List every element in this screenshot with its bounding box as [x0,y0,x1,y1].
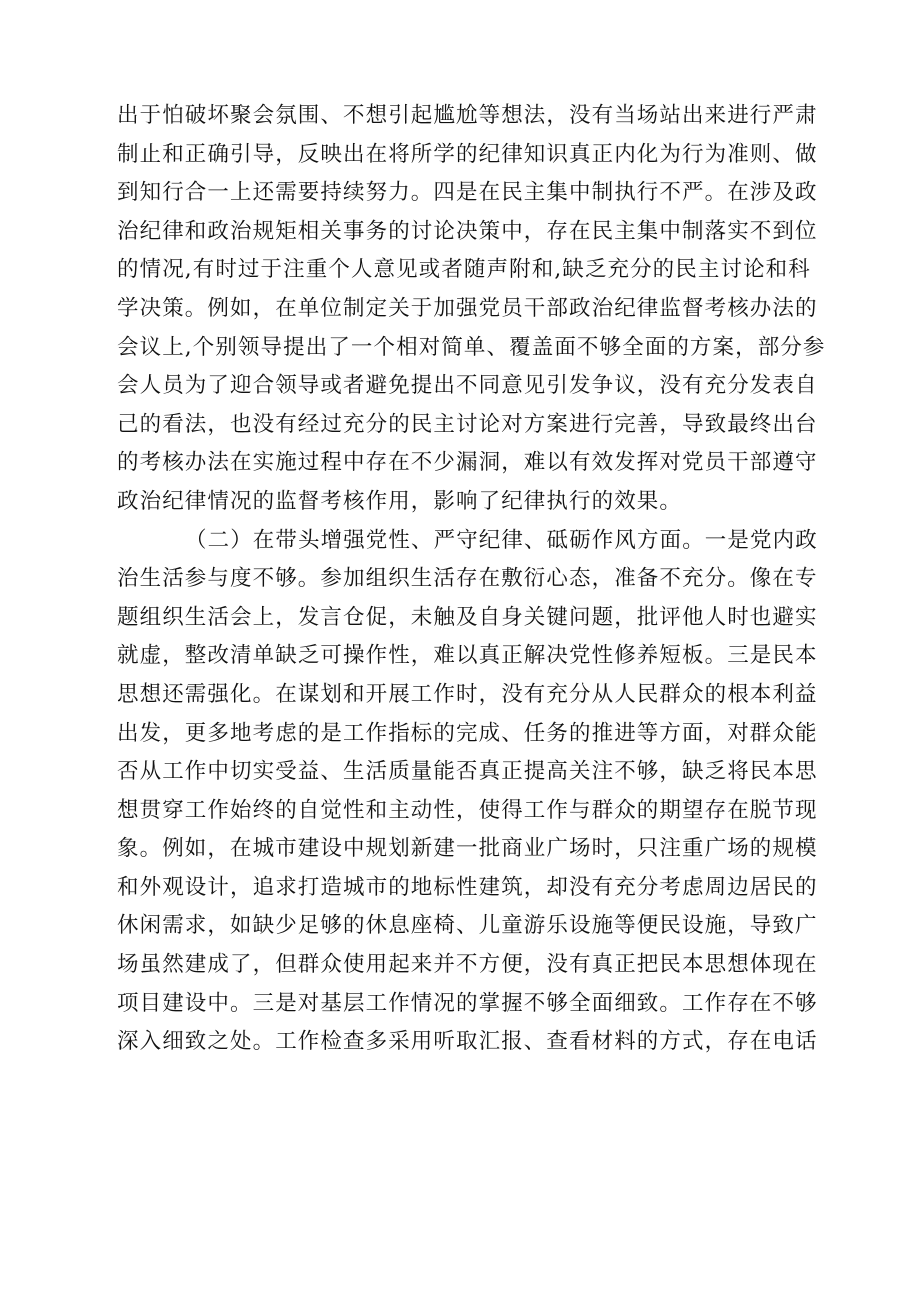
text-line: 否从工作中切实受益、生活质量能否真正提高关注不够，缺乏将民本思 [117,759,818,785]
text-line: 制止和正确引导，反映出在将所学的纪律知识真正内化为行为准则、做 [117,141,818,167]
text-line: 的考核办法在实施过程中存在不少漏洞，难以有效发挥对党员干部遵守 [117,450,818,476]
text-line: 题组织生活会上，发言仓促，未触及自身关键问题，批评他人时也避实 [117,604,818,630]
text-line: 就虚，整改清单缺乏可操作性，难以真正解决党性修养短板。三是民本 [117,643,818,669]
text-line: 出于怕破坏聚会氛围、不想引起尴尬等想法，没有当场站出来进行严肃 [117,103,818,128]
text-line: 治纪律和政治规矩相关事务的讨论决策中，存在民主集中制落实不到位 [117,218,818,244]
text-line: 到知行合一上还需要持续努力。四是在民主集中制执行不严。在涉及政 [117,180,818,206]
text-line: 深入细致之处。工作检查多采用听取汇报、查看材料的方式，存在电话 [117,1029,818,1055]
text-line: 治生活参与度不够。参加组织生活存在敷衍心态，准备不充分。像在专 [117,566,818,592]
text-line: 休闲需求，如缺少足够的休息座椅、儿童游乐设施等便民设施，导致广 [117,913,818,939]
text-line: 的情况,有时过于注重个人意见或者随声附和,缺乏充分的民主讨论和科 [117,257,811,283]
text-line: 象。例如，在城市建设中规划新建一批商业广场时，只注重广场的规模 [117,836,818,862]
section-heading-line: （二）在带头增强党性、严守纪律、砥砺作风方面。一是党内政 [185,527,818,553]
paragraph-end-line: 政治纪律情况的监督考核作用，影响了纪律执行的效果。 [117,488,683,514]
text-line: 和外观设计，追求打造城市的地标性建筑，却没有充分考虑周边居民的 [117,874,818,900]
body-text [117,97,826,1062]
text-line: 己的看法，也没有经过充分的民主讨论对方案进行完善，导致最终出台 [117,411,818,437]
text-line: 项目建设中。三是对基层工作情况的掌握不够全面细致。工作存在不够 [117,990,818,1016]
text-line: 会人员为了迎合领导或者避免提出不同意见引发争议，没有充分发表自 [117,373,818,399]
text-line: 场虽然建成了，但群众使用起来并不方便，没有真正把民本思想体现在 [117,952,818,978]
text-line: 会议上,个别领导提出了一个相对简单、覆盖面不够全面的方案，部分参 [117,334,826,360]
text-line: 学决策。例如，在单位制定关于加强党员干部政治纪律监督考核办法的 [117,295,818,321]
text-line: 出发，更多地考虑的是工作指标的完成、任务的推进等方面，对群众能 [117,720,818,746]
text-line: 想贯穿工作始终的自觉性和主动性，使得工作与群众的期望存在脱节现 [117,797,818,823]
text-line: 思想还需强化。在谋划和开展工作时，没有充分从人民群众的根本利益 [117,681,818,707]
